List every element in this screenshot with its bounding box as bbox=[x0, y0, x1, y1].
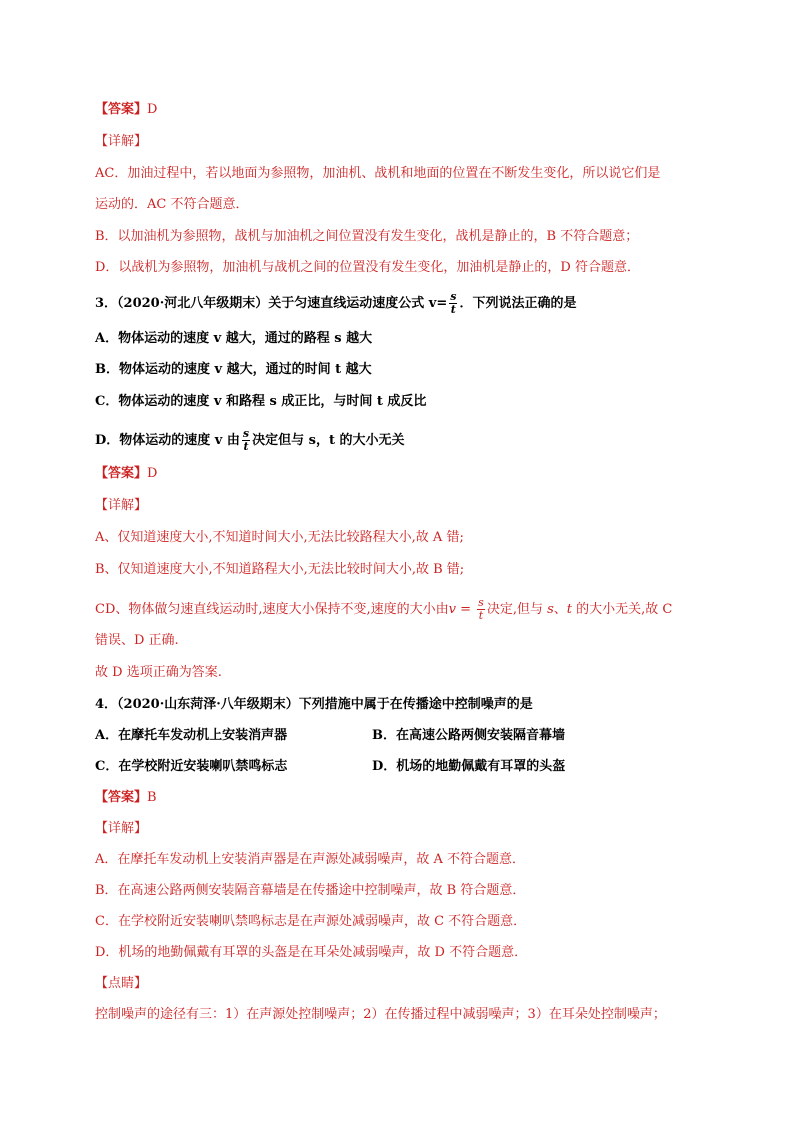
q3-option-b: B．物体运动的速度 v 越大，通过的时间 t 越大 bbox=[95, 362, 372, 377]
q4-explanation-1: A．在摩托车发动机上安装消声器是在声源处减弱噪声，故 A 不符合题意． bbox=[95, 852, 526, 867]
q3-explanation-4: 错误、D 正确. bbox=[95, 633, 179, 648]
q3-explanation-3: CD、物体做匀速直线运动时,速度大小保持不变,速度的大小由v = $\frac{s}{t}$ 决定,但与 s、t 的大小无关,故 C bbox=[95, 596, 673, 622]
q4-detail-tag: 【详解】 bbox=[95, 821, 148, 836]
answer-tag: 【答案】 bbox=[95, 790, 148, 805]
q3-stem-suffix: ．下列说法正确的是 bbox=[459, 296, 577, 311]
q2-answer bbox=[95, 101, 157, 119]
answer-value: D bbox=[147, 102, 158, 117]
q2-explanation-2: 运动的．AC 不符合题意． bbox=[95, 197, 249, 212]
q4-option-d: D．机场的地勤佩戴有耳罩的头盔 bbox=[372, 759, 566, 774]
q3-option-d: D．物体运动的速度 v 由 $\frac{s}{t}$ 决定但与 s，t 的大小无关 bbox=[95, 427, 405, 453]
answer-tag: 【答案】 bbox=[95, 102, 148, 117]
answer-tag: 【答案】 bbox=[95, 466, 148, 481]
q3-option-a: A．物体运动的速度 v 越大，通过的路程 s 越大 bbox=[95, 331, 373, 346]
q4-option-c: C．在学校附近安装喇叭禁鸣标志 bbox=[95, 759, 288, 774]
q4-explanation-2: B．在高速公路两侧安装隔音幕墙是在传播途中控制噪声，故 B 符合题意． bbox=[95, 883, 526, 898]
q3-option-d-fraction: $\frac{s}{t}$ bbox=[242, 427, 250, 453]
q3-explanation-1: A、仅知道速度大小,不知道时间大小,无法比较路程大小,故 A 错; bbox=[95, 530, 464, 545]
q4-explanation-4: D．机场的地勤佩戴有耳罩的头盔是在耳朵处减弱噪声，故 D 不符合题意． bbox=[95, 945, 528, 960]
q3-option-c: C．物体运动的速度 v 和路程 s 成正比，与时间 t 成反比 bbox=[95, 394, 427, 409]
q3-detail-tag: 【详解】 bbox=[95, 498, 148, 513]
q3-formula-fraction: $\frac{s}{t}$ bbox=[450, 290, 457, 316]
q3-explanation-5: 故 D 选项正确为答案. bbox=[95, 665, 222, 680]
answer-value: B bbox=[147, 790, 157, 805]
q4-explanation-3: C．在学校附近安装喇叭禁鸣标志是在声源处减弱噪声，故 C 不符合题意． bbox=[95, 914, 527, 929]
q3-stem bbox=[95, 291, 576, 316]
q3-answer bbox=[95, 465, 157, 483]
q4-comment: 控制噪声的途径有三：1）在声源处控制噪声；2）在传播过程中减弱噪声；3）在耳朵处控制噪声； bbox=[95, 1007, 666, 1022]
q4-comment-tag: 【点睛】 bbox=[95, 976, 148, 991]
q3-stem-prefix: 3．（2020·河北八年级期末）关于匀速直线运动速度公式 v= bbox=[95, 296, 448, 311]
q2-explanation-3: B．以加油机为参照物，战机与加油机之间位置没有发生变化，战机是静止的，B 不符合题意； bbox=[95, 229, 639, 244]
q3-explanation-fraction: $\frac{s}{t}$ bbox=[478, 596, 484, 622]
q4-answer bbox=[95, 789, 157, 807]
answer-value: D bbox=[147, 466, 158, 481]
q4-option-a: A．在摩托车发动机上安装消声器 bbox=[95, 728, 288, 743]
q4-stem: 4．（2020·山东菏泽·八年级期末）下列措施中属于在传播途中控制噪声的是 bbox=[95, 697, 533, 712]
q3-explanation-2: B、仅知道速度大小,不知道路程大小,无法比较时间大小,故 B 错; bbox=[95, 562, 465, 577]
q4-option-b: B．在高速公路两侧安装隔音幕墙 bbox=[372, 728, 565, 743]
q2-explanation-4: D．以战机为参照物，加油机与战机之间的位置没有发生变化，加油机是静止的，D 符合题意． bbox=[95, 260, 640, 275]
q2-detail-tag: 【详解】 bbox=[95, 134, 148, 149]
q2-explanation-1: AC．加油过程中，若以地面为参照物，加油机、战机和地面的位置在不断发生变化，所以说它们是 bbox=[95, 166, 661, 181]
